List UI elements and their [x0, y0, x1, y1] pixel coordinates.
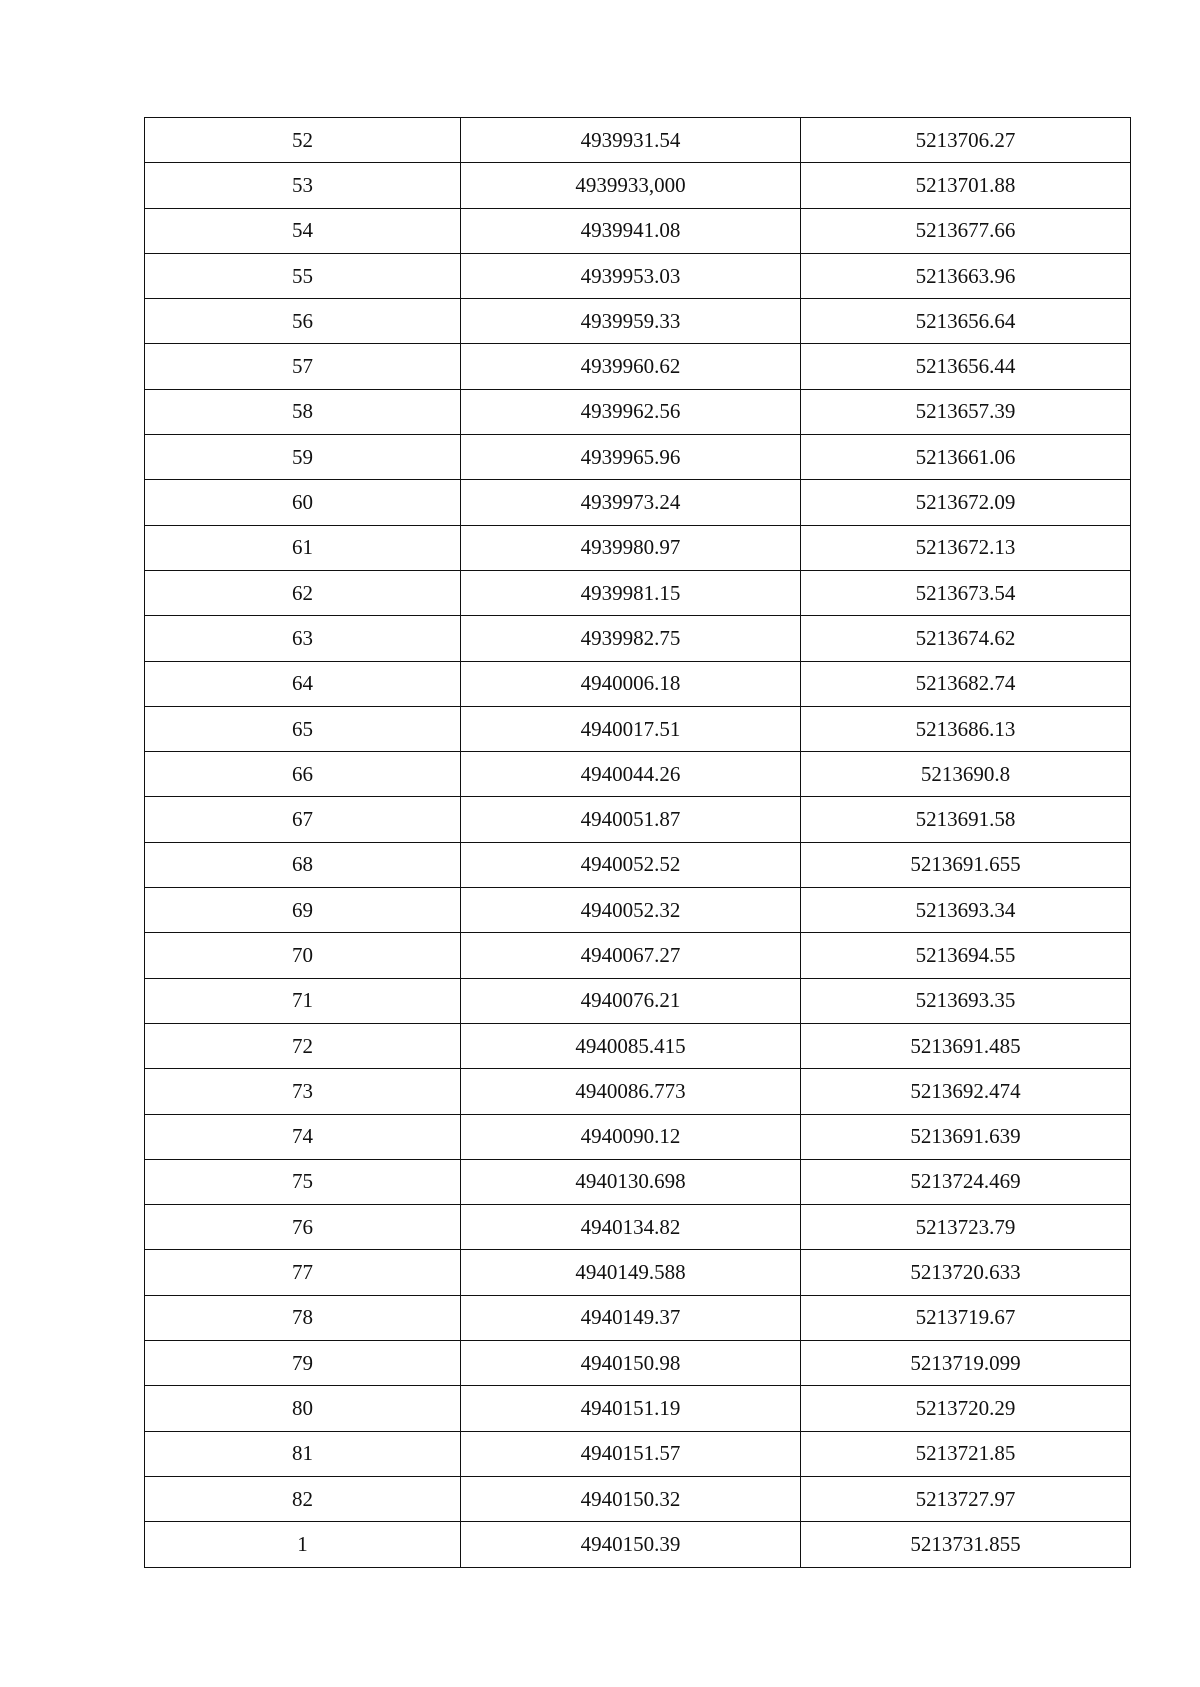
point-number-cell: 74: [145, 1114, 461, 1159]
y-coordinate-cell: 5213706.27: [801, 118, 1131, 163]
x-coordinate-cell: 4939953.03: [461, 253, 801, 298]
x-coordinate-cell: 4940150.32: [461, 1476, 801, 1521]
y-coordinate-cell: 5213721.85: [801, 1431, 1131, 1476]
coordinates-table-body: [145, 118, 1131, 1568]
x-coordinate-cell: 4940051.87: [461, 797, 801, 842]
table-row: [145, 797, 1131, 842]
y-coordinate-cell: 5213672.13: [801, 525, 1131, 570]
table-row: [145, 706, 1131, 751]
x-coordinate-cell: 4939959.33: [461, 299, 801, 344]
y-coordinate-cell: 5213731.855: [801, 1522, 1131, 1567]
x-coordinate-cell: 4939960.62: [461, 344, 801, 389]
table-row: [145, 1522, 1131, 1567]
table-row: [145, 480, 1131, 525]
coordinates-table: [144, 117, 1131, 1568]
point-number-cell: 62: [145, 570, 461, 615]
y-coordinate-cell: 5213701.88: [801, 163, 1131, 208]
point-number-cell: 55: [145, 253, 461, 298]
x-coordinate-cell: 4940067.27: [461, 933, 801, 978]
y-coordinate-cell: 5213674.62: [801, 616, 1131, 661]
point-number-cell: 68: [145, 842, 461, 887]
x-coordinate-cell: 4939931.54: [461, 118, 801, 163]
table-row: [145, 1023, 1131, 1068]
x-coordinate-cell: 4940149.37: [461, 1295, 801, 1340]
y-coordinate-cell: 5213677.66: [801, 208, 1131, 253]
point-number-cell: 54: [145, 208, 461, 253]
y-coordinate-cell: 5213691.655: [801, 842, 1131, 887]
table-row: [145, 888, 1131, 933]
y-coordinate-cell: 5213693.34: [801, 888, 1131, 933]
table-row: [145, 389, 1131, 434]
x-coordinate-cell: 4939941.08: [461, 208, 801, 253]
table-row: [145, 299, 1131, 344]
x-coordinate-cell: 4940085.415: [461, 1023, 801, 1068]
x-coordinate-cell: 4940076.21: [461, 978, 801, 1023]
point-number-cell: 59: [145, 435, 461, 480]
table-row: [145, 208, 1131, 253]
point-number-cell: 79: [145, 1341, 461, 1386]
point-number-cell: 75: [145, 1159, 461, 1204]
point-number-cell: 80: [145, 1386, 461, 1431]
table-row: [145, 1341, 1131, 1386]
table-row: [145, 933, 1131, 978]
x-coordinate-cell: 4939973.24: [461, 480, 801, 525]
table-row: [145, 1114, 1131, 1159]
table-row: [145, 525, 1131, 570]
point-number-cell: 52: [145, 118, 461, 163]
y-coordinate-cell: 5213657.39: [801, 389, 1131, 434]
point-number-cell: 69: [145, 888, 461, 933]
point-number-cell: 77: [145, 1250, 461, 1295]
y-coordinate-cell: 5213691.639: [801, 1114, 1131, 1159]
x-coordinate-cell: 4940134.82: [461, 1205, 801, 1250]
y-coordinate-cell: 5213661.06: [801, 435, 1131, 480]
point-number-cell: 78: [145, 1295, 461, 1340]
y-coordinate-cell: 5213673.54: [801, 570, 1131, 615]
point-number-cell: 66: [145, 752, 461, 797]
table-row: [145, 570, 1131, 615]
x-coordinate-cell: 4940150.98: [461, 1341, 801, 1386]
point-number-cell: 60: [145, 480, 461, 525]
table-row: [145, 1250, 1131, 1295]
y-coordinate-cell: 5213686.13: [801, 706, 1131, 751]
x-coordinate-cell: 4940090.12: [461, 1114, 801, 1159]
table-row: [145, 1295, 1131, 1340]
table-row: [145, 752, 1131, 797]
x-coordinate-cell: 4940044.26: [461, 752, 801, 797]
table-row: [145, 616, 1131, 661]
table-row: [145, 1159, 1131, 1204]
point-number-cell: 73: [145, 1069, 461, 1114]
point-number-cell: 71: [145, 978, 461, 1023]
x-coordinate-cell: 4940006.18: [461, 661, 801, 706]
point-number-cell: 63: [145, 616, 461, 661]
y-coordinate-cell: 5213692.474: [801, 1069, 1131, 1114]
table-row: [145, 842, 1131, 887]
table-row: [145, 1069, 1131, 1114]
x-coordinate-cell: 4940086.773: [461, 1069, 801, 1114]
x-coordinate-cell: 4939965.96: [461, 435, 801, 480]
point-number-cell: 72: [145, 1023, 461, 1068]
y-coordinate-cell: 5213727.97: [801, 1476, 1131, 1521]
y-coordinate-cell: 5213720.29: [801, 1386, 1131, 1431]
table-row: [145, 118, 1131, 163]
y-coordinate-cell: 5213656.44: [801, 344, 1131, 389]
x-coordinate-cell: 4940151.19: [461, 1386, 801, 1431]
point-number-cell: 58: [145, 389, 461, 434]
table-row: [145, 253, 1131, 298]
y-coordinate-cell: 5213724.469: [801, 1159, 1131, 1204]
y-coordinate-cell: 5213682.74: [801, 661, 1131, 706]
x-coordinate-cell: 4940151.57: [461, 1431, 801, 1476]
x-coordinate-cell: 4940150.39: [461, 1522, 801, 1567]
x-coordinate-cell: 4940052.32: [461, 888, 801, 933]
point-number-cell: 76: [145, 1205, 461, 1250]
point-number-cell: 57: [145, 344, 461, 389]
y-coordinate-cell: 5213691.58: [801, 797, 1131, 842]
point-number-cell: 67: [145, 797, 461, 842]
point-number-cell: 81: [145, 1431, 461, 1476]
table-row: [145, 435, 1131, 480]
x-coordinate-cell: 4940052.52: [461, 842, 801, 887]
table-row: [145, 1386, 1131, 1431]
point-number-cell: 53: [145, 163, 461, 208]
point-number-cell: 70: [145, 933, 461, 978]
x-coordinate-cell: 4940130.698: [461, 1159, 801, 1204]
table-row: [145, 1431, 1131, 1476]
point-number-cell: 1: [145, 1522, 461, 1567]
table-row: [145, 344, 1131, 389]
x-coordinate-cell: 4939980.97: [461, 525, 801, 570]
y-coordinate-cell: 5213719.67: [801, 1295, 1131, 1340]
point-number-cell: 64: [145, 661, 461, 706]
x-coordinate-cell: 4939933,000: [461, 163, 801, 208]
y-coordinate-cell: 5213690.8: [801, 752, 1131, 797]
table-row: [145, 1205, 1131, 1250]
y-coordinate-cell: 5213719.099: [801, 1341, 1131, 1386]
point-number-cell: 56: [145, 299, 461, 344]
y-coordinate-cell: 5213723.79: [801, 1205, 1131, 1250]
x-coordinate-cell: 4940017.51: [461, 706, 801, 751]
y-coordinate-cell: 5213672.09: [801, 480, 1131, 525]
table-row: [145, 978, 1131, 1023]
x-coordinate-cell: 4939982.75: [461, 616, 801, 661]
table-row: [145, 1476, 1131, 1521]
table-row: [145, 661, 1131, 706]
x-coordinate-cell: 4939981.15: [461, 570, 801, 615]
x-coordinate-cell: 4939962.56: [461, 389, 801, 434]
y-coordinate-cell: 5213656.64: [801, 299, 1131, 344]
point-number-cell: 61: [145, 525, 461, 570]
y-coordinate-cell: 5213694.55: [801, 933, 1131, 978]
y-coordinate-cell: 5213720.633: [801, 1250, 1131, 1295]
y-coordinate-cell: 5213691.485: [801, 1023, 1131, 1068]
table-row: [145, 163, 1131, 208]
point-number-cell: 65: [145, 706, 461, 751]
y-coordinate-cell: 5213663.96: [801, 253, 1131, 298]
y-coordinate-cell: 5213693.35: [801, 978, 1131, 1023]
point-number-cell: 82: [145, 1476, 461, 1521]
x-coordinate-cell: 4940149.588: [461, 1250, 801, 1295]
